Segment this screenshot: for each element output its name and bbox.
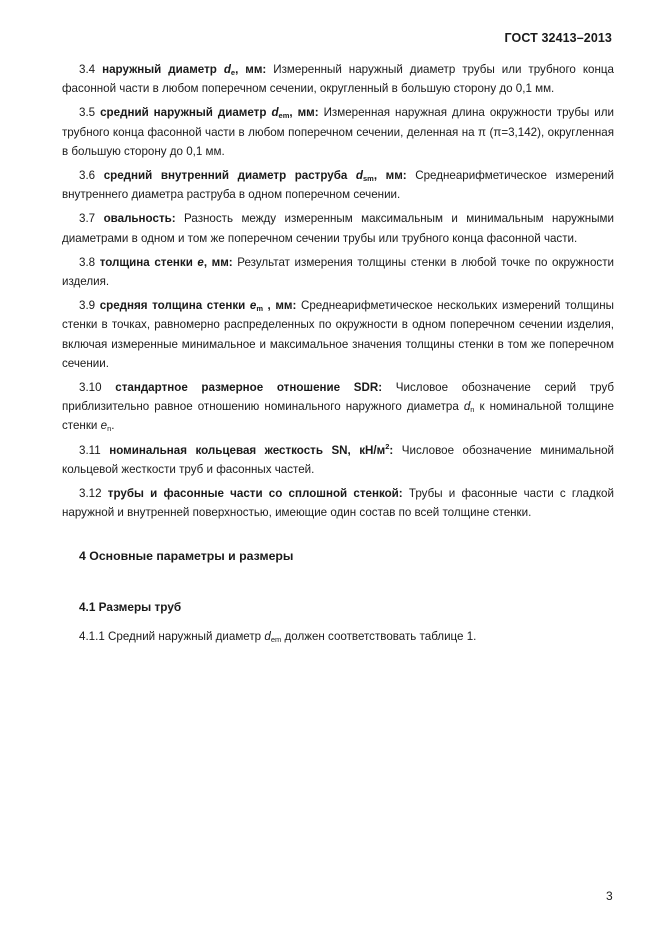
term-definition: Трубы и фасонные части с гладкой наружной и внутренней поверхностью, имеющие один состав по всей толщине стенки. <box>62 487 614 520</box>
term-name: наружный диаметр <box>102 63 217 76</box>
clause-4-1-1: 4.1.1 Средний наружный диаметр $d_{em}$ должен соответствовать таблице 1. <box>79 630 477 644</box>
term-definition: Разность между измеренным максимальным и минимальным наружными диаметрами в одном и том же поперечном сечении трубы или трубного конца фасонной части. <box>62 212 614 245</box>
term-3-9: 3.9 средняя толщина стенки $e_m$ , мм: Среднеарифметическое нескольких измерений толщины стенки в точках, равномерно распределенных по окружности в одном поперечном сечении изделия, включая измеренные минимальное и максимальное значения толщины стенки в том же поперечном сечении. <box>62 299 614 370</box>
section-heading: 4 Основные параметры и размеры <box>79 549 294 563</box>
term-3-10: 3.10 стандартное размерное отношение SDR: Числовое обозначение серий труб приблизительно равное отношению номинального наружного диаметра $d_n$ к номинальной толщине стенки $e_n$. <box>62 381 615 434</box>
term-3-7: 3.7 овальность: Разность между измеренным максимальным и минимальным наружными диаметрами в одном и том же поперечном сечении трубы или трубного конца фасонной части. <box>62 212 614 245</box>
term-3-4: 3.4 наружный диаметр $d_e$, мм: Измеренный наружный диаметр трубы или трубного конца фасонной части в любом поперечном сечении, округленный в большую сторону до 0,1 мм. <box>62 63 614 96</box>
term-3-12: 3.12 трубы и фасонные части со сплошной стенкой: Трубы и фасонные части с гладкой наружной и внутренней поверхностью, имеющие один состав по всей толщине стенки. <box>62 487 614 520</box>
term-name: средний наружный диаметр <box>100 106 267 120</box>
term-definition: Числовое обозначение серий труб приблизительно равное отношению номинального наружного диаметра <box>62 381 615 414</box>
term-name: овальность: <box>103 212 176 226</box>
term-definition: Измеренная наружная длина окружности трубы или трубного конца фасонной части в любом поперечном сечении, деленная на π (π=3,142), округленная в большую сторону до 0,1 мм. <box>62 106 614 158</box>
term-name: трубы и фасонные части со сплошной стенкой: <box>107 487 403 501</box>
standard-header: ГОСТ 32413–2013 <box>504 31 612 45</box>
subsection-heading: 4.1 Размеры труб <box>79 600 182 614</box>
term-definition: Измеренный наружный диаметр трубы или трубного конца фасонной части в любом поперечном сечении, округленный в большую сторону до 0,1 мм. <box>62 63 614 96</box>
term-definition: Числовое обозначение минимальной кольцевой жесткости труб и фасонных частей. <box>62 443 614 476</box>
term-name: средний внутренний диаметр раструба <box>103 169 348 183</box>
term-definition: Результат измерения толщины стенки в любой точке по окружности изделия. <box>62 255 614 289</box>
page-number: 3 <box>606 889 613 903</box>
term-3-8: 3.8 толщина стенки e, мм: Результат измерения толщины стенки в любой точке по окружности изделия. <box>62 255 614 289</box>
term-name: номинальная кольцевая жесткость SN, кН/м <box>109 443 386 457</box>
term-definition: Среднеарифметическое нескольких измерений толщины стенки в точках, равномерно распределенных по окружности в одном поперечном сечении изделия, включая измеренные минимальное и максимальное значения толщины стенки в том же поперечном сечении. <box>62 299 614 370</box>
term-3-11: 3.11 номинальная кольцевая жесткость SN, $кН/м^2$: Числовое обозначение минимальной кольцевой жесткости труб и фасонных частей. <box>62 441 614 476</box>
term-name: стандартное размерное отношение SDR: <box>115 381 383 395</box>
term-name: толщина стенки <box>99 255 193 269</box>
term-3-6: 3.6 средний внутренний диаметр раструба $d_{sm}$, мм: Среднеарифметическое измерений внутреннего диаметра раструба в одном поперечном сечении. <box>62 169 614 202</box>
term-definition: Среднеарифметическое измерений внутреннего диаметра раструба в одном поперечном сечении. <box>62 169 614 202</box>
term-3-5: 3.5 средний наружный диаметр $d_{em}$, мм: Измеренная наружная длина окружности трубы или трубного конца фасонной части в любом поперечном сечении, деленная на π (π=3,142), округленная в большую сторону до 0,1 мм. <box>62 106 614 158</box>
term-name: средняя толщина стенки <box>99 299 246 313</box>
terms-list <box>62 60 614 527</box>
